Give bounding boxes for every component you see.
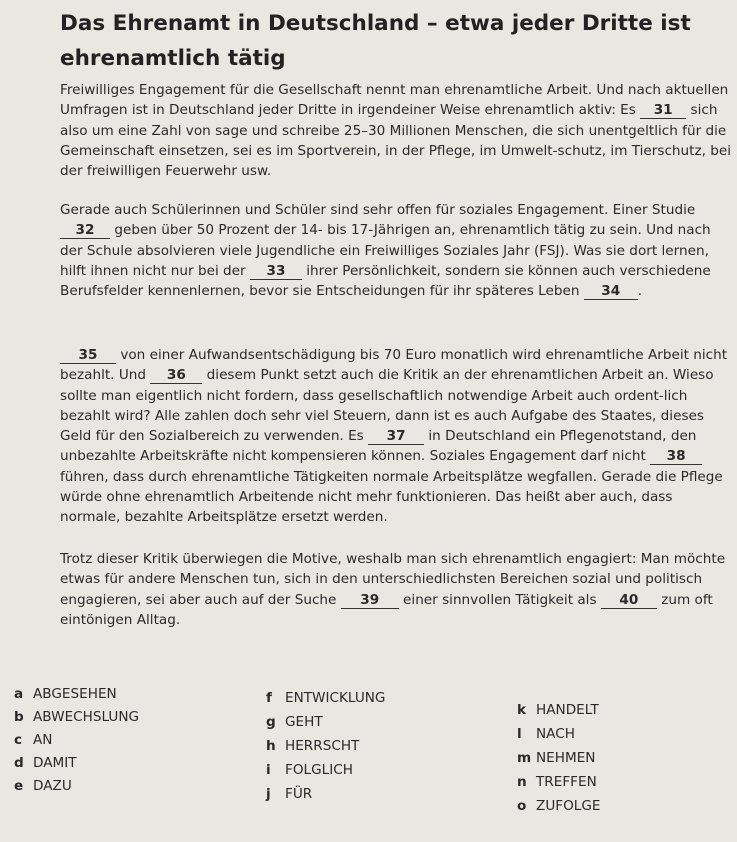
option-word: ENTWICKLUNG: [285, 690, 386, 706]
option-item[interactable]: [266, 738, 359, 754]
option-letter: e: [14, 778, 24, 794]
text: diesem Punkt setzt auch die Kritik an der ehrenamtlichen Arbeit an. Wieso sollte man eigentlich nicht fordern, dass gesellschaftlich notwendige Arbeit auch ordent-lich bezahlt wird? Alle zahlen doch sehr viel Steuern, dann ist es auch Aufgabe des Staates, dieses Geld für den Sozialbereich zu verwenden. Es: [60, 367, 714, 445]
option-letter: c: [14, 732, 23, 748]
option-word: HANDELT: [536, 702, 599, 718]
gap-40[interactable]: 40: [601, 593, 657, 609]
paragraph-3: [60, 345, 732, 528]
text: Gerade auch Schülerinnen und Schüler sind sehr offen für soziales Engagement. Einer Studie: [60, 202, 696, 218]
option-word: DAMIT: [33, 755, 77, 771]
option-word: DAZU: [33, 778, 72, 794]
option-letter: f: [266, 690, 272, 706]
option-item[interactable]: [14, 709, 139, 725]
option-item[interactable]: [266, 786, 312, 802]
page-title: Das Ehrenamt in Deutschland – etwa jeder Dritte ist ehrenamtlich tätig: [60, 11, 691, 71]
option-word: HERRSCHT: [285, 738, 360, 754]
option-letter: d: [14, 755, 24, 771]
text: sich also um eine Zahl von sage und schreibe 25–30 Millionen Menschen, die sich unentgeltlich für die Gemeinschaft einsetzen, sei es im Sportverein, in der Pflege, im Umwelt-schutz, im Tierschutz, bei der freiwilligen Feuerwehr usw.: [60, 102, 732, 180]
text: Trotz dieser Kritik überwiegen die Motive, weshalb man sich ehrenamtlich engagiert: Man möchte etwas für andere Menschen tun, sich in den unterschiedlichsten Bereichen sozial und politisch engagieren, sei aber auch auf der Suche: [60, 551, 726, 608]
option-item[interactable]: [517, 774, 597, 790]
option-letter: o: [517, 798, 527, 814]
option-word: GEHT: [285, 714, 323, 730]
option-item[interactable]: [517, 798, 600, 814]
gap-36[interactable]: 36: [150, 368, 202, 384]
paragraph-2: [60, 200, 732, 301]
option-item[interactable]: [14, 732, 52, 748]
gap-39[interactable]: 39: [341, 593, 399, 609]
option-item[interactable]: [517, 726, 575, 742]
option-item[interactable]: [266, 762, 353, 778]
option-letter: n: [517, 774, 527, 790]
option-letter: l: [517, 726, 522, 742]
gap-32[interactable]: 32: [60, 223, 110, 239]
option-word: ABWECHSLUNG: [33, 709, 140, 725]
option-word: TREFFEN: [536, 774, 597, 790]
option-item[interactable]: [14, 778, 72, 794]
option-letter: b: [14, 709, 24, 725]
gap-33[interactable]: 33: [250, 264, 302, 280]
text: .: [637, 283, 643, 300]
text: Freiwilliges Engagement für die Gesellschaft nennt man ehrenamtliche Arbeit. Und nach aktuellen Umfragen ist in Deutschland jeder Dritte in irgendeiner Weise ehrenamtlich aktiv: Es: [60, 82, 729, 119]
paragraph-1: [60, 80, 732, 181]
option-letter: m: [517, 750, 532, 766]
text: von einer Aufwandsentschädigung bis 70 Euro monatlich wird ehrenamtliche Arbeit nicht bezahlt. Und: [60, 347, 728, 384]
gap-34[interactable]: 34: [584, 284, 638, 300]
option-letter: j: [266, 786, 271, 802]
option-letter: g: [266, 714, 276, 730]
option-word: ABGESEHEN: [33, 686, 117, 702]
option-letter: h: [266, 738, 276, 754]
option-word: AN: [33, 732, 53, 748]
gap-35[interactable]: 35: [60, 348, 116, 364]
text: zum oft eintönigen Alltag.: [60, 591, 713, 628]
option-letter: i: [266, 762, 271, 778]
option-word: FOLGLICH: [285, 762, 353, 778]
text: geben über 50 Prozent der 14- bis 17-Jährigen an, ehrenamtlich tätig zu sein. Und nach der Schule absolvieren viele Jugendliche ein Freiwilliges Soziales Jahr (FSJ). Was sie dort lernen, hilft ihnen nicht nur bei der: [60, 222, 711, 279]
option-item[interactable]: [14, 686, 117, 702]
option-item[interactable]: [517, 750, 595, 766]
option-letter: k: [517, 702, 527, 718]
text: ihrer Persönlichkeit, sondern sie können auch verschiedene Berufsfelder kennenlernen, bevor sie Entscheidungen für ihr späteres Leben: [60, 262, 711, 300]
option-item[interactable]: [266, 690, 385, 706]
gap-31[interactable]: 31: [640, 103, 686, 119]
option-word: ZUFOLGE: [536, 798, 601, 814]
option-letter: a: [14, 686, 24, 702]
option-item[interactable]: [14, 755, 77, 771]
option-word: FÜR: [285, 786, 313, 802]
text: einer sinnvollen Tätigkeit als: [398, 591, 601, 608]
gap-38[interactable]: 38: [650, 449, 702, 465]
option-word: NACH: [536, 726, 575, 742]
text: in Deutschland ein Pflegenotstand, den unbezahlte Arbeitskräfte nicht kompensieren können. Soziales Engagement darf nicht: [60, 428, 697, 465]
option-word: NEHMEN: [536, 750, 596, 766]
gap-37[interactable]: 37: [368, 429, 424, 445]
option-item[interactable]: [266, 714, 323, 730]
paragraph-4: [60, 549, 732, 630]
option-item[interactable]: [517, 702, 599, 718]
text: führen, dass durch ehrenamtliche Tätigkeiten normale Arbeitsplätze wegfallen. Gerade die Pflege würde ohne ehrenamtlich Arbeitende nicht mehr funktionieren. Das heißt aber auch, dass normale, bezahlte Arbeitsplätze ersetzt werden.: [60, 468, 723, 526]
